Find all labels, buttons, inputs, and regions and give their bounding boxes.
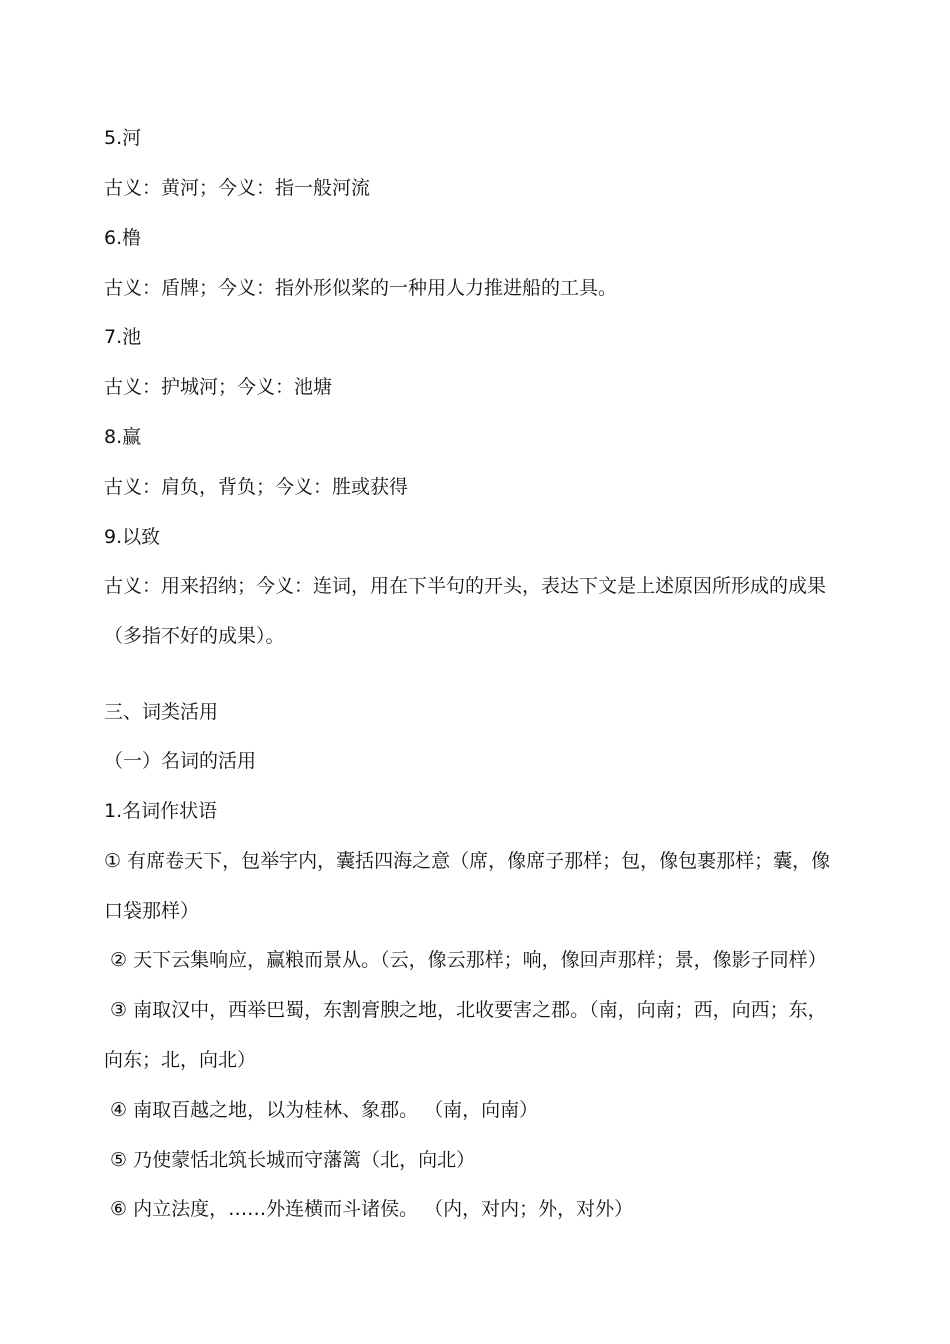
example-2: ② 天下云集响应，赢粮而景从。（云，像云那样；响，像回声那样；景，像影子同样） — [110, 949, 827, 971]
definition-line-9: 古义：用来招纳；今义：连词，用在下半句的开头，表达下文是上述原因所形成的成果 — [104, 575, 827, 597]
example-4: ④ 南取百越之地，以为桂林、象郡。 （南，向南） — [110, 1099, 539, 1121]
definition-line-9-continued: （多指不好的成果）。 — [104, 625, 285, 647]
heading-item-5: 5.河 — [104, 127, 142, 149]
example-5: ⑤ 乃使蒙恬北筑长城而守藩篱（北，向北） — [110, 1149, 476, 1171]
heading-item-6: 6.橹 — [104, 227, 142, 249]
heading-item-7: 7.池 — [104, 326, 142, 348]
example-6: ⑥ 内立法度，……外连横而斗诸侯。 （内，对内；外，对外） — [110, 1198, 634, 1220]
heading-item-9: 9.以致 — [104, 526, 161, 548]
topic-heading: 1.名词作状语 — [104, 800, 218, 822]
section-heading: 三、词类活用 — [104, 701, 219, 723]
example-3-continued: 向东；北，向北） — [104, 1049, 257, 1071]
subsection-heading: （一）名词的活用 — [104, 750, 257, 772]
example-1-continued: 口袋那样） — [104, 900, 200, 922]
definition-line-8: 古义：肩负，背负；今义：胜或获得 — [104, 476, 409, 498]
example-1: ① 有席卷天下，包举宇内，囊括四海之意（席，像席子那样；包，像包裹那样；囊，像 — [104, 850, 831, 872]
definition-line-5: 古义：黄河；今义：指一般河流 — [104, 177, 371, 199]
example-3: ③ 南取汉中，西举巴蜀，东割膏腴之地，北收要害之郡。（南，向南；西，向西；东， — [110, 999, 827, 1021]
definition-line-7: 古义：护城河；今义：池塘 — [104, 376, 333, 398]
heading-item-8: 8.赢 — [104, 426, 142, 448]
definition-line-6: 古义：盾牌；今义：指外形似桨的一种用人力推进船的工具。 — [104, 277, 618, 299]
